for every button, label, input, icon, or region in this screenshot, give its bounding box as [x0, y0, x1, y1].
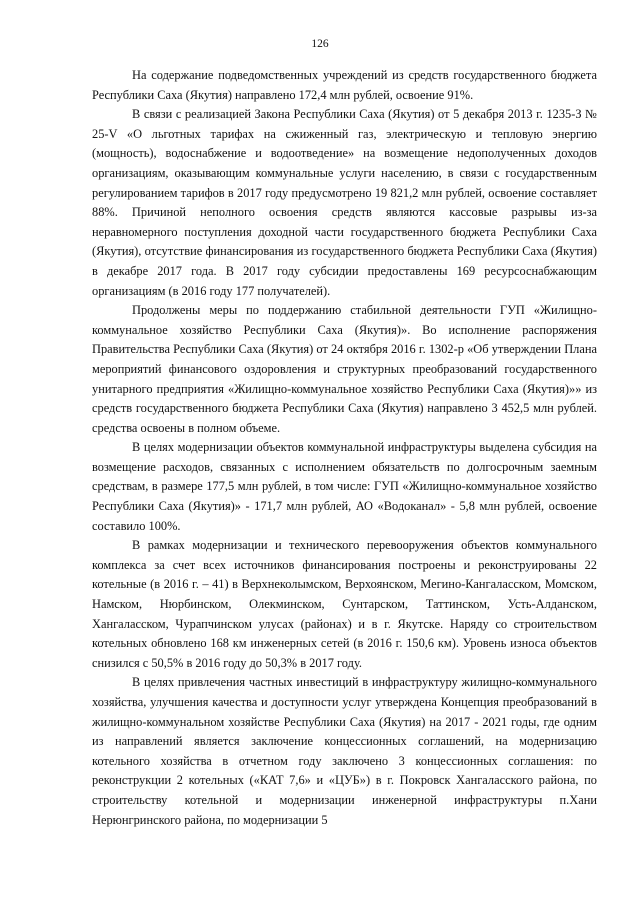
paragraph-modernization-subsidy: В целях модернизации объектов коммунальной инфраструктуры выделена субсидия на возмещение расходов, связанных с исполнением обязательств по долгосрочным заемным средствам, в размере 177,5 млн рублей, в том числе: ГУП «Жилищно-коммунальное хозяйство Республики Саха (Якутия)» - 171,7 млн рублей, АО «Водоканал» - 5,8 млн рублей, освоение составило 100%. [92, 440, 597, 533]
paragraph-gup-support: Продолжены меры по поддержанию стабильной деятельности ГУП «Жилищно-коммунальное хозяйство Республики Саха (Якутия)». Во исполнение распоряжения Правительства Республики Саха (Якутия) от 24 октября 2016 г. 1302-р «Об утверждении Плана мероприятий финансового оздоровления и структурных преобразований государственного унитарного предприятия «Жилищно-коммунальное хозяйство Республики Саха (Якутия)»» из средств государственного бюджета Республики Саха (Якутия) направлено 3 452,5 млн рублей. средства освоены в полном объеме. [92, 303, 597, 435]
paragraph-preferential-tariffs: В связи с реализацией Закона Республики Саха (Якутия) от 5 декабря 2013 г. 1235-З № 25-V «О льготных тарифах на сжиженный газ, электрическую и тепловую энергию (мощность), водоснабжение и водоотведение» на возмещение недополученных доходов организациям, оказывающим коммунальные услуги населению, в связи с государственным регулированием тарифов в 2017 году предусмотрено 19 821,2 млн рублей, освоение составляет 88%. Причиной неполного освоения средств являются кассовые разрывы из-за неравномерного поступления доходной части государственного бюджета Республики Саха (Якутия), отсутствие финансирования из государственного бюджета Республики Саха (Якутия) в декабре 2017 года. В 2017 году субсидии предоставлены 169 ресурсоснабжающим организациям (в 2016 году 177 получателей). [92, 107, 597, 298]
paragraph-boiler-modernization: В рамках модернизации и технического перевооружения объектов коммунального комплекса за счет всех источников финансирования построены и реконструированы 22 котельные (в 2016 г. – 41) в Верхнеколымском, Верхоянском, Мегино-Кангаласском, Момском, Намском, Нюрбинском, Олекминском, Сунтарском, Таттинском, Усть-Алданском, Хангаласском, Чурапчинском улусах (районах) и в г. Якутске. Наряду со строительством котельных обновлено 168 км инженерных сетей (в 2016 г. 150,6 км). Уровень износа объектов снизился с 50,5% в 2016 году до 50,3% в 2017 году. [92, 538, 597, 670]
page-number: 126 [311, 38, 329, 50]
paragraph-institutions-funding: На содержание подведомственных учреждений из средств государственного бюджета Республики Саха (Якутия) направлено 172,4 млн рублей, освоение 91%. [92, 68, 597, 102]
paragraph-private-investment: В целях привлечения частных инвестиций в инфраструктуру жилищно-коммунального хозяйства, улучшения качества и доступности услуг утверждена Концепция преобразований в жилищно-коммунальном хозяйстве Республики Саха (Якутия) на 2017 - 2021 годы, где одним из направлений является заключение концессионных соглашений, на модернизацию котельного хозяйства в отчетном году заключено 3 концессионных соглашения: по реконструкции 2 котельных («КАТ 7,6» и «ЦУБ») в г. Покровск Хангаласского района, по строительству котельной и модернизации инженерной инфраструктуры п.Хани Нерюнгринского района, по модернизации 5 [92, 675, 597, 827]
document-body [92, 66, 597, 830]
